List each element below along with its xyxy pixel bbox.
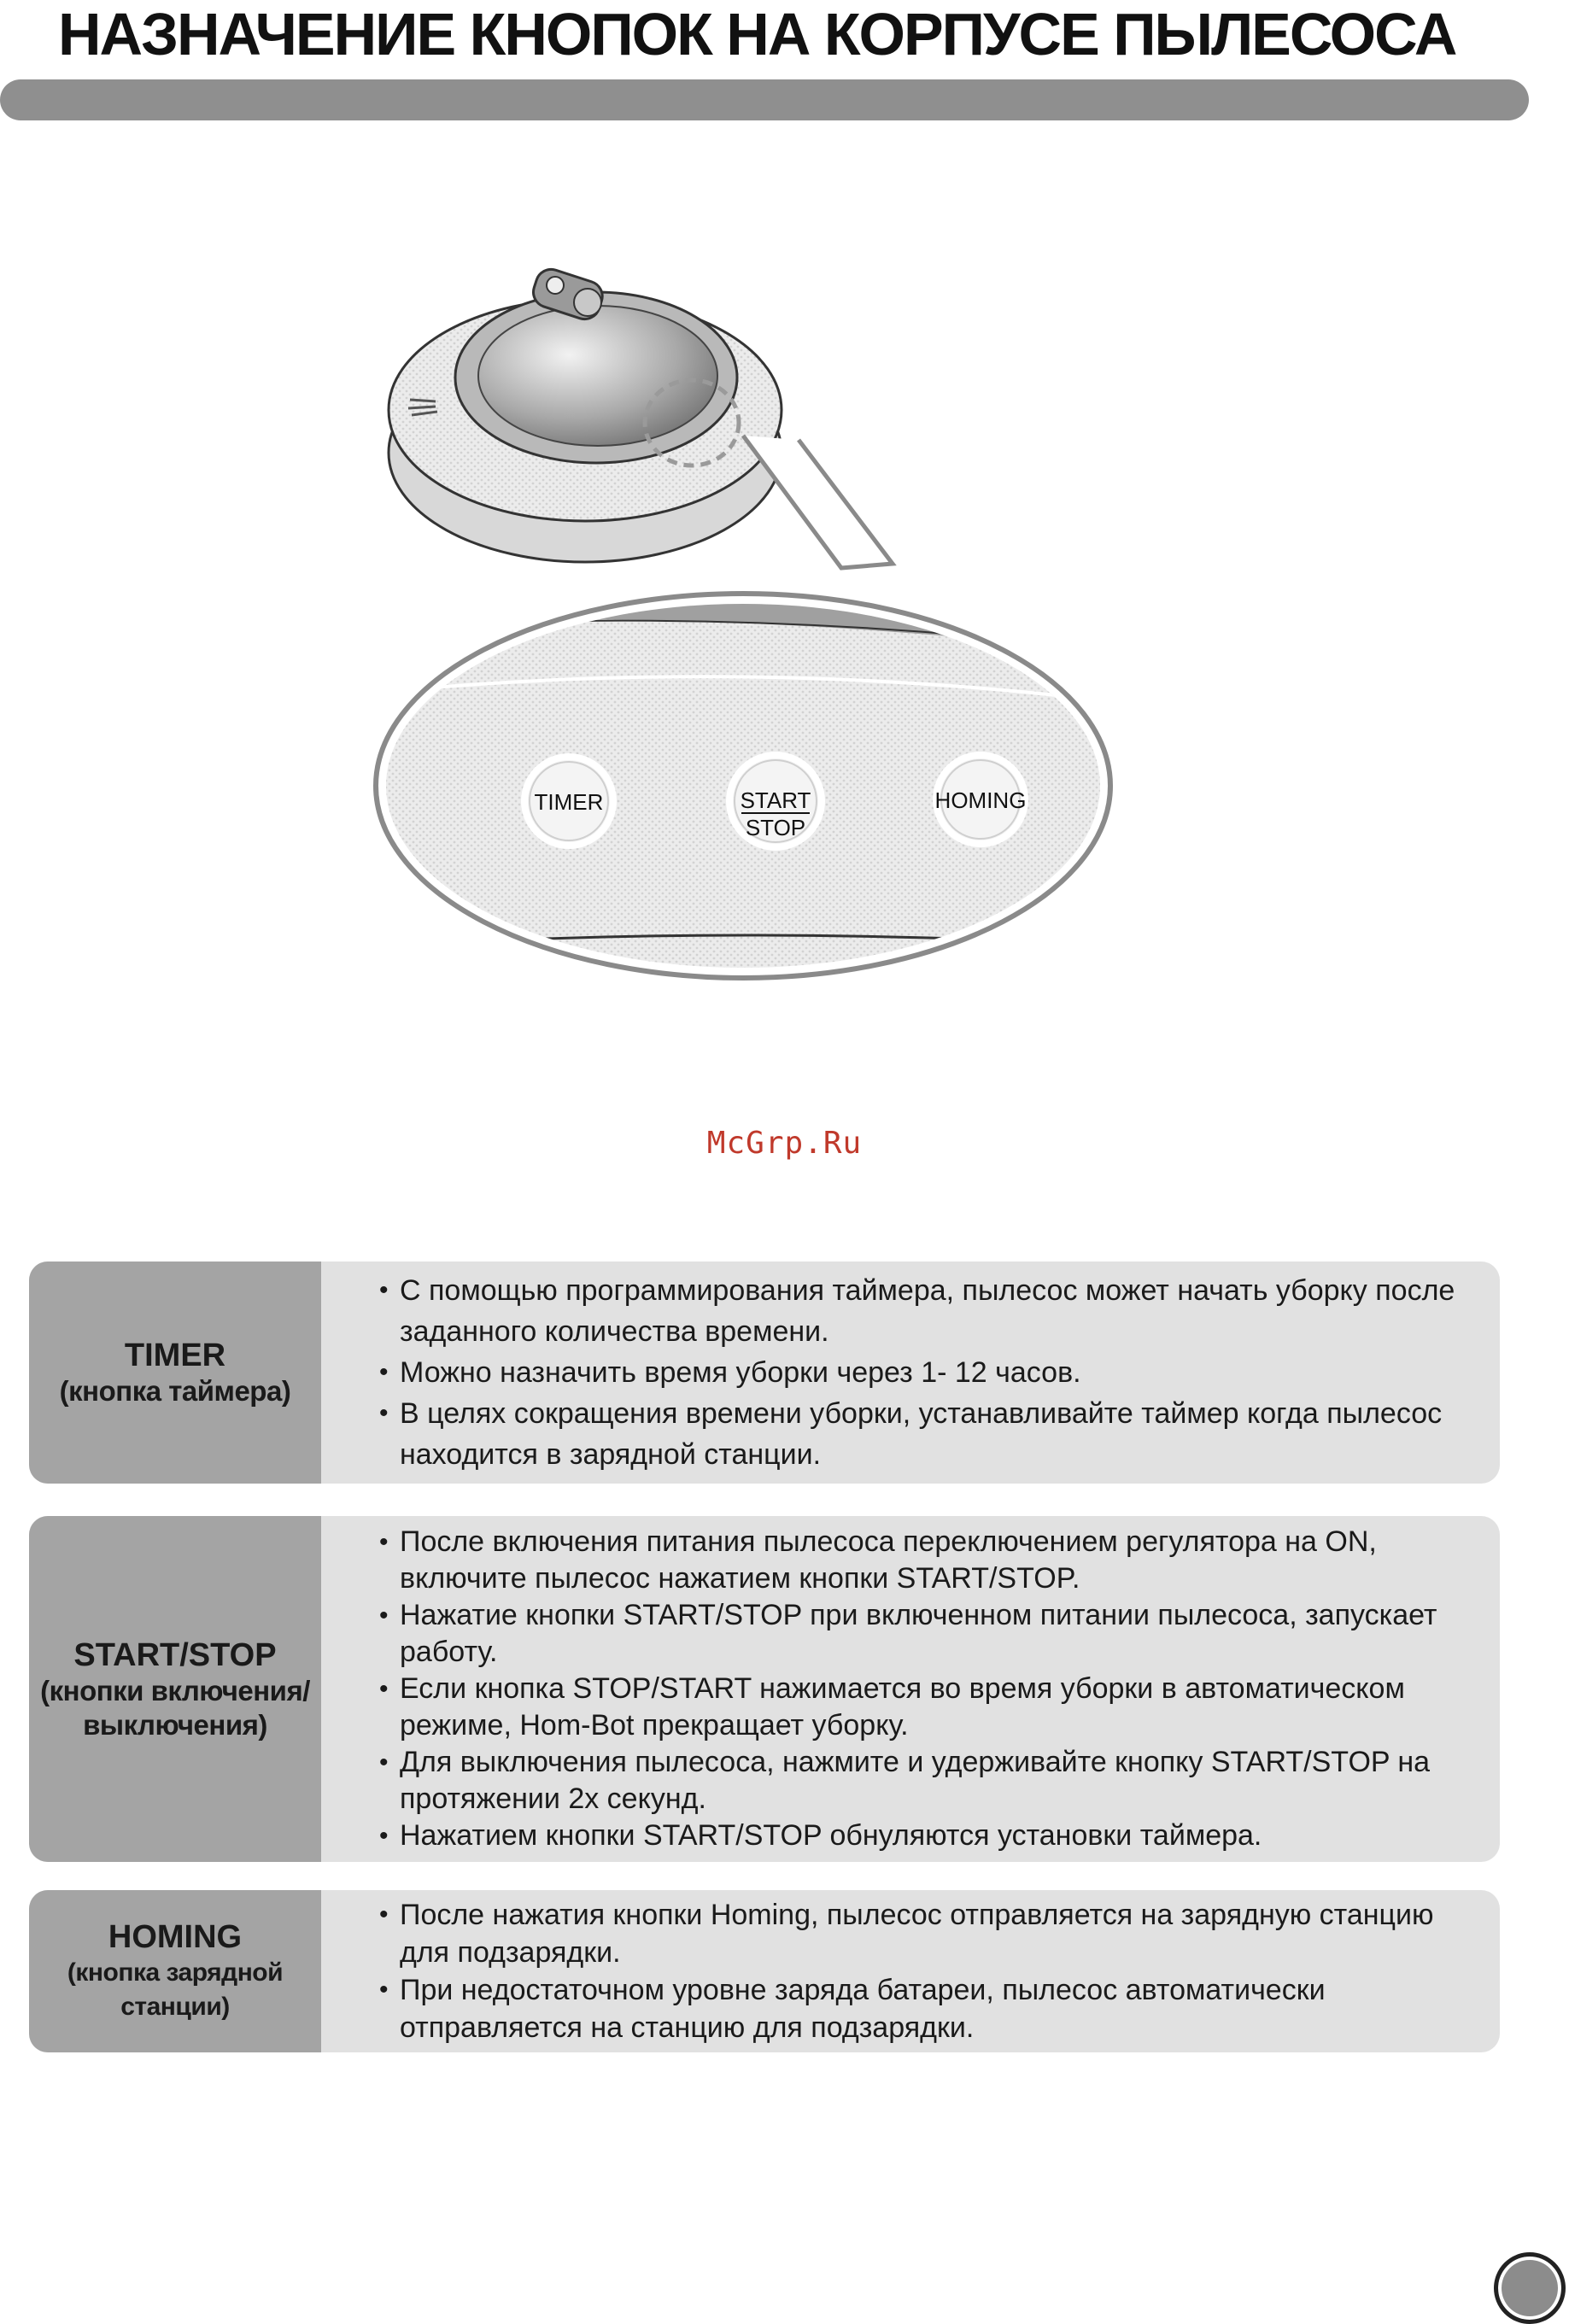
title-underline-bar bbox=[0, 79, 1529, 120]
zoom-callout-pointer bbox=[743, 436, 893, 568]
start-stop-bullet-3: • Если кнопка STOP/START нажимается во время уборки в автоматическом режиме, Hom-Bot прекращает уборку. bbox=[379, 1671, 1483, 1744]
homing-bullet-list bbox=[379, 1890, 1483, 2052]
stop-button-label: STOP bbox=[745, 815, 806, 840]
start-stop-button bbox=[729, 755, 822, 847]
start-stop-label-name: START/STOP bbox=[73, 1636, 277, 1673]
timer-bullet-list bbox=[379, 1262, 1483, 1484]
homing-bullet-2: • При недостаточном уровне заряда батареи, пылесос автоматически отправляется на станцию для подзарядки. bbox=[379, 1971, 1483, 2046]
start-stop-bullet-2: • Нажатие кнопки START/STOP при включенном питании пылесоса, запускает работу. bbox=[379, 1597, 1483, 1671]
timer-label-name: TIMER bbox=[124, 1338, 226, 1373]
start-stop-bullet-4: • Для выключения пылесоса, нажмите и удерживайте кнопку START/STOP на протяжении 2х секунд. bbox=[379, 1744, 1483, 1818]
homing-label-name: HOMING bbox=[108, 1919, 243, 1955]
start-stop-label-subtitle-2: выключения) bbox=[83, 1708, 267, 1741]
timer-button-label: TIMER bbox=[534, 789, 604, 815]
start-stop-label-cell bbox=[29, 1516, 321, 1862]
homing-section bbox=[29, 1890, 1500, 2052]
start-stop-bullet-5: • Нажатием кнопки START/STOP обнуляются установки таймера. bbox=[379, 1818, 1483, 1854]
homing-button bbox=[935, 755, 1027, 844]
homing-button-label: HOMING bbox=[934, 787, 1027, 813]
timer-label-cell bbox=[29, 1262, 321, 1484]
homing-bullet-1: • После нажатия кнопки Homing, пылесос отправляется на зарядную станцию для подзарядки. bbox=[379, 1896, 1483, 1971]
page-title: НАЗНАЧЕНИЕ КНОПОК НА КОРПУСЕ ПЫЛЕСОСА bbox=[58, 1, 1456, 67]
timer-bullet-3: • В целях сокращения времени уборки, устанавливайте таймер когда пылесос находится в зарядной станции. bbox=[379, 1393, 1483, 1475]
timer-bullet-2: • Можно назначить время уборки через 1- 12 часов. bbox=[379, 1352, 1483, 1393]
timer-label-subtitle: (кнопка таймера) bbox=[59, 1375, 291, 1407]
start-button-label: START bbox=[740, 787, 811, 813]
robot-vacuum-body bbox=[389, 266, 782, 562]
robot-vacuum-illustration bbox=[367, 256, 1153, 991]
start-stop-section bbox=[29, 1516, 1500, 1862]
timer-button bbox=[524, 757, 613, 846]
start-stop-bullet-1: • После включения питания пылесоса переключением регулятора на ON, включите пылесос нажатием кнопки START/STOP. bbox=[379, 1524, 1483, 1597]
start-stop-label-subtitle-1: (кнопки включения/ bbox=[40, 1674, 310, 1706]
homing-label-subtitle: (кнопка зарядной станции) bbox=[67, 1958, 284, 2021]
timer-section bbox=[29, 1262, 1500, 1484]
timer-bullet-1: • С помощью программирования таймера, пылесос может начать уборку после заданного количества времени. bbox=[379, 1270, 1483, 1352]
page-number-circle bbox=[1494, 2252, 1566, 2324]
start-stop-bullet-list bbox=[379, 1516, 1483, 1862]
homing-label-cell bbox=[29, 1890, 321, 2052]
watermark: McGrp.Ru bbox=[706, 1126, 863, 1161]
